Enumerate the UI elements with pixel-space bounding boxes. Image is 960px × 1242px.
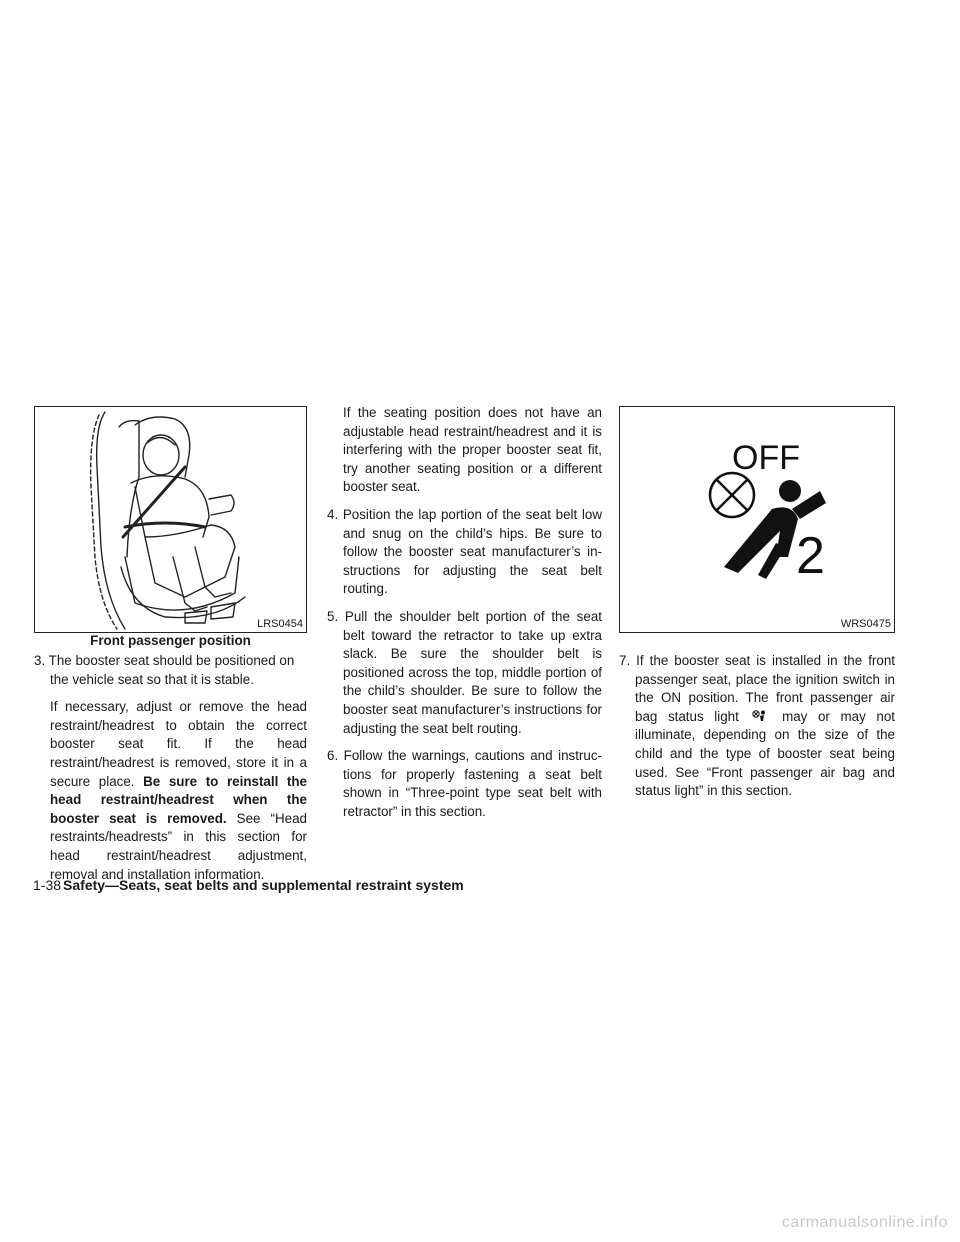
figure-code: WRS0475 [840,618,891,630]
step-4: 4. Position the lap portion of the seat belt low and snug on the child’s hips. Be sure to follow the booster seat manufacturer’s in-structions for adjusting the seat belt routing. [327,506,602,597]
step-3: 3. The booster seat should be positioned on the vehicle seat so that it is stable. [34,653,295,687]
page-footer [33,877,464,893]
step-3-details [34,698,307,884]
figure-caption: Front passenger position [90,633,251,648]
off-label: OFF [732,439,800,477]
step-3-continued: If the seating position does not have an adjustable head restraint/headrest and it is interfering with the proper booster seat fit, try another seating position or a different booster seat. [343,405,602,495]
step-6: 6. Follow the warnings, cautions and instruc-tions for properly fastening a seat belt shown in “Three-point type seat belt with retractor” in this section. [327,748,602,819]
airbag-status-light-figure [619,406,895,633]
step-5: 5. Pull the shoulder belt portion of the seat belt toward the retractor to take up extra slack. Be sure the shoulder belt is positioned across the top, middle portion of the child’s shoulder. Be sure to follow the booster seat manufacturer’s instructions for adjusting the seat belt routing. [327,608,602,736]
passenger-airbag-off-icon [620,407,894,632]
left-column [34,652,307,893]
step-7 [619,652,895,801]
airbag-status-icon [751,709,769,723]
watermark: carmanualsonline.info [781,1214,948,1231]
step-3-reference: See “Head restraints/headrests” in this section for head restraint/headrest adjustment, removal and installation information. [50,810,307,882]
right-column [619,652,895,810]
step-7-text-b: may or may not illuminate, depending on the size of the child and the type of booster seat being used. See “Front passenger air bag and status light” in this section. [635,708,895,799]
seat-number: 2 [796,527,825,585]
child-in-booster-seat-illustration [35,407,306,632]
booster-seat-figure [34,406,307,633]
section-title: Safety—Seats, seat belts and supplemental restraint system [63,877,464,893]
figure-code: LRS0454 [257,618,303,630]
step-7-text-a: 7. If the booster seat is installed in the front passenger seat, place the ignition switch in the ON position. The front passenger air bag status light [619,653,895,724]
middle-column [327,404,602,830]
step-3-text: If necessary, adjust or remove the head restraint/headrest to obtain the correct booster seat fit. If the head restraint/headrest is removed, store it in a secure place. [50,699,307,789]
step-3-warning: Be sure to reinstall the head restraint/headrest when the booster seat is removed. [50,773,307,826]
page-number: 1-38 [33,877,62,893]
